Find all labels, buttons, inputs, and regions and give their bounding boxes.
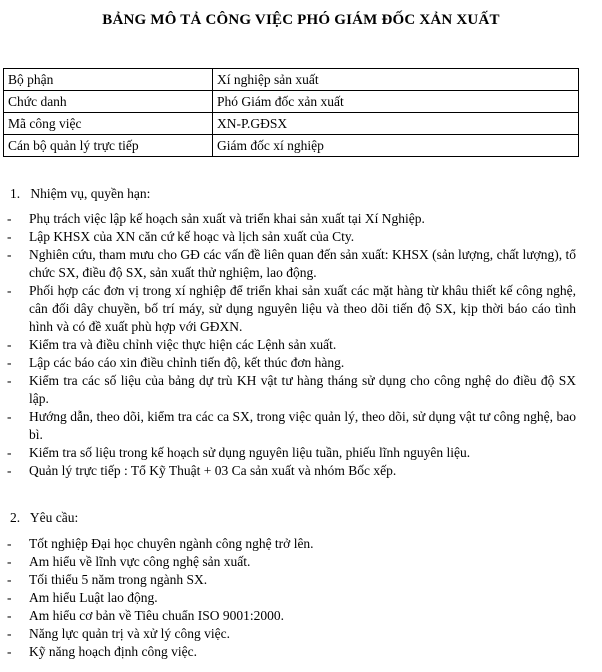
requirements-list	[0, 535, 600, 661]
list-item-text: Am hiểu Luật lao động.	[29, 590, 158, 605]
bullet-dash: -	[7, 373, 12, 388]
bullet-dash: -	[7, 355, 12, 370]
bullet-dash: -	[7, 536, 12, 551]
list-item-text: Năng lực quản trị và xử lý công việc.	[29, 626, 230, 641]
list-item-text: Lập KHSX của XN căn cứ kế hoạc và lịch sản xuất của Cty.	[29, 229, 355, 244]
section-title: Yêu cầu:	[29, 510, 79, 525]
bullet-dash: -	[7, 409, 12, 424]
info-value-job-code: XN-P.GĐSX	[213, 113, 579, 135]
section-heading-requirements	[10, 510, 78, 526]
list-item	[0, 535, 600, 553]
info-label-job-code: Mã công việc	[4, 113, 213, 135]
list-item-text: Tốt nghiệp Đại học chuyên ngành công nghệ trở lên.	[29, 536, 314, 551]
list-item-text: Quản lý trực tiếp : Tổ Kỹ Thuật + 03 Ca sản xuất và nhóm Bốc xếp.	[29, 463, 397, 478]
section-number: 1.	[10, 186, 21, 201]
info-value-department: Xí nghiệp sản xuất	[213, 69, 579, 91]
list-item	[0, 571, 600, 589]
list-item-text: Kiểm tra số liệu trong kế hoạch sử dụng nguyên liệu tuần, phiếu lĩnh nguyên liệu.	[29, 445, 471, 460]
list-item	[0, 354, 600, 372]
list-item	[0, 553, 600, 571]
table-row	[4, 91, 579, 113]
bullet-dash: -	[7, 445, 12, 460]
bullet-dash: -	[7, 590, 12, 605]
list-item	[0, 372, 600, 408]
list-item	[0, 607, 600, 625]
document-title: BẢNG MÔ TẢ CÔNG VIỆC PHÓ GIÁM ĐỐC XẢN XUẤT	[102, 12, 500, 28]
bullet-dash: -	[7, 463, 12, 478]
bullet-dash: -	[7, 626, 12, 641]
list-item-text: Am hiểu cơ bản về Tiêu chuẩn ISO 9001:2000.	[29, 608, 284, 623]
duties-list	[0, 210, 600, 480]
table-row	[4, 69, 579, 91]
info-label-manager: Cán bộ quản lý trực tiếp	[4, 135, 213, 157]
list-item-text: Kỹ năng hoạch định công việc.	[29, 644, 197, 659]
job-info-table	[3, 68, 579, 157]
list-item-text: Am hiểu về lĩnh vực công nghệ sản xuất.	[29, 554, 251, 569]
table-row	[4, 135, 579, 157]
list-item-text: Phụ trách việc lập kế hoạch sản xuất và triển khai sản xuất tại Xí Nghiệp.	[29, 211, 425, 226]
list-item-text: Kiểm tra và điều chỉnh việc thực hiện các Lệnh sản xuất.	[29, 337, 337, 352]
section-heading-duties	[10, 186, 150, 202]
list-item	[0, 462, 600, 480]
list-item-text: Phối hợp các đơn vị trong xí nghiệp để triển khai sản xuất các mặt hàng từ khâu thiết kế công nghệ, cân đối dây chuyền, bố trí máy, sử dụng nguyên liệu và theo dõi tiến độ SX, kịp thời báo cáo tình hình và có đề xuất phù hợp với GĐXN.	[29, 283, 576, 334]
list-item	[0, 282, 600, 336]
info-label-department: Bộ phận	[4, 69, 213, 91]
list-item	[0, 408, 600, 444]
info-value-manager: Giám đốc xí nghiệp	[213, 135, 579, 157]
info-value-position: Phó Giám đốc xản xuất	[213, 91, 579, 113]
table-row	[4, 113, 579, 135]
bullet-dash: -	[7, 229, 12, 244]
list-item	[0, 444, 600, 462]
bullet-dash: -	[7, 283, 12, 298]
list-item	[0, 643, 600, 661]
list-item	[0, 246, 600, 282]
list-item	[0, 336, 600, 354]
bullet-dash: -	[7, 211, 12, 226]
info-label-position: Chức danh	[4, 91, 213, 113]
list-item	[0, 210, 600, 228]
list-item-text: Tối thiểu 5 năm trong ngành SX.	[29, 572, 208, 587]
section-title: Nhiệm vụ, quyền hạn:	[30, 186, 151, 201]
section-number: 2.	[10, 510, 21, 525]
list-item-text: Nghiên cứu, tham mưu cho GĐ các vấn đề liên quan đến sản xuất: KHSX (sản lượng, chất lượng), tổ chức SX, điều độ SX, sản xuất thử nghiệm, lao động.	[29, 247, 576, 280]
list-item	[0, 589, 600, 607]
bullet-dash: -	[7, 247, 12, 262]
bullet-dash: -	[7, 337, 12, 352]
list-item-text: Lập các báo cáo xin điều chỉnh tiến độ, kết thúc đơn hàng.	[29, 355, 345, 370]
list-item	[0, 228, 600, 246]
list-item	[0, 625, 600, 643]
list-item-text: Hướng dẫn, theo dõi, kiểm tra các ca SX, trong việc quản lý, theo dõi, sử dụng vật tư công nghệ, bao bì.	[29, 409, 576, 442]
list-item-text: Kiểm tra các số liệu của bảng dự trù KH vật tư hàng tháng sử dụng cho công nghệ do điều độ SX lập.	[29, 373, 576, 406]
bullet-dash: -	[7, 554, 12, 569]
bullet-dash: -	[7, 644, 12, 659]
bullet-dash: -	[7, 608, 12, 623]
bullet-dash: -	[7, 572, 12, 587]
